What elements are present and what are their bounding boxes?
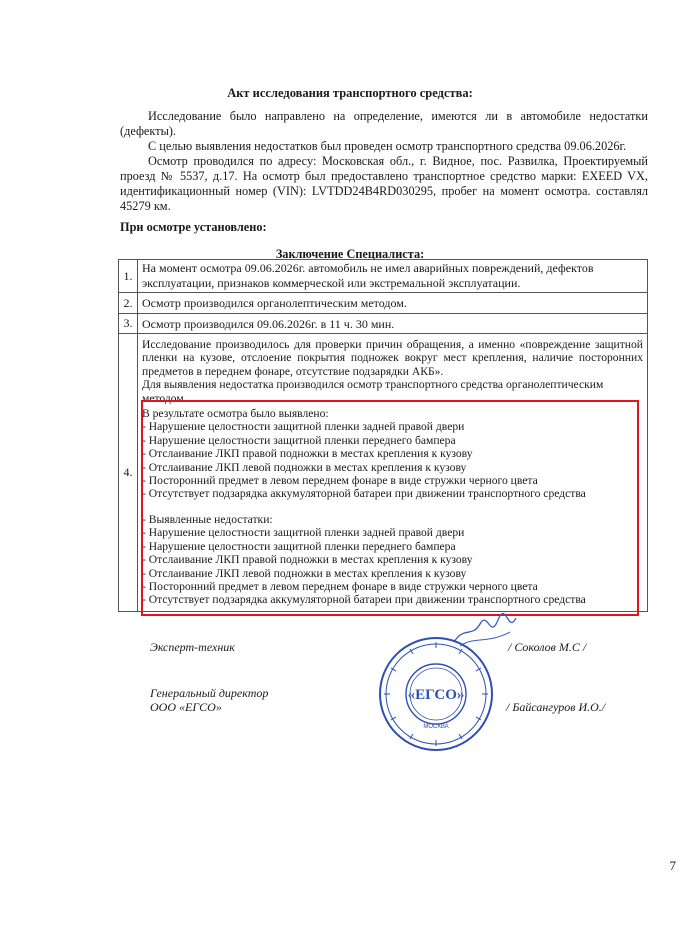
row-number: 4. [119, 334, 138, 612]
found-heading: В результате осмотра было выявлено: [142, 407, 329, 421]
table-row [119, 314, 648, 334]
page-number: 7 [669, 858, 676, 873]
list-item: - Нарушение целостности защитной пленки задней правой двери [142, 420, 465, 434]
expert-name: / Соколов М.С / [508, 640, 587, 654]
list-item: - Нарушение целостности защитной пленки задней правой двери [142, 526, 465, 540]
defects-heading: - Выявленные недостатки: [142, 512, 273, 526]
director-name: / Байсангуров И.О./ [506, 700, 606, 714]
seal-city-text: МОСКВА [423, 724, 449, 730]
findings-heading: При осмотре установлено: [120, 220, 267, 234]
paragraph-address-vehicle: Осмотр проводился по адресу: Московская обл., г. Видное, пос. Развилка, Проектируемый проезд № 5537, д.17. На осмотр был предоставлено транспортное средство марки: EXEED VX, идентификационный номер (VIN): LVTDD24B4RD030295, пробег на момент осмотра. составлял 45279 км. [120, 154, 648, 213]
paragraph-purpose: Исследование было направлено на определение, имеются ли в автомобиле недостатки (дефекты). [120, 109, 648, 138]
row-number: 3. [119, 314, 138, 334]
conclusion-heading: Заключение Специалиста: [275, 247, 425, 261]
row-number: 1. [119, 260, 138, 293]
table-row [119, 260, 648, 293]
list-item: - Отслаивание ЛКП правой подножки в местах крепления к кузову [142, 553, 473, 567]
table-row [119, 293, 648, 314]
list-item: - Нарушение целостности защитной пленки переднего бампера [142, 433, 456, 447]
row-text: На момент осмотра 09.06.2026г. автомобиль не имел аварийных повреждений, дефектов эксплуатации, признаков коммерческой или экстремальной эксплуатации. [138, 260, 648, 293]
list-item: - Нарушение целостности защитной пленки переднего бампера [142, 539, 456, 553]
list-item: - Отслаивание ЛКП левой подножки в местах крепления к кузову [142, 460, 467, 474]
director-title: Генеральный директор [150, 686, 269, 700]
row-text: Осмотр производился 09.06.2026г. в 11 ч. 30 мин. [138, 314, 648, 334]
list-item: - Отсутствует подзарядка аккумуляторной батареи при движении транспортного средства [142, 593, 586, 607]
row-text: Осмотр производился органолептическим методом. [138, 293, 648, 314]
row4-intro: Исследование производилось для проверки причин обращения, а именно «повреждение защитной пленки на кузове, отслоение покрытия подножек вокруг мест крепления, наличие посторонних предметов в переднем фонаре, отсутствие подзарядки АКБ». [142, 338, 643, 378]
row-number: 2. [119, 293, 138, 314]
highlight-frame [141, 400, 639, 616]
document-title: Акт исследования транспортного средства: [227, 86, 473, 100]
seal-center-text: «ЕГСО» [407, 687, 465, 703]
company-seal-icon [378, 636, 494, 752]
row4-method: Для выявления недостатка производился осмотр транспортного средства органолептическим методом. [142, 378, 604, 405]
list-item: - Посторонний предмет в левом переднем фонаре в виде стружки черного цвета [142, 579, 538, 593]
paragraph-inspection-date: С целью выявления недостатков был проведен осмотр транспортного средства 09.06.2026г. [148, 139, 627, 153]
list-item: - Отсутствует подзарядка аккумуляторной батареи при движении транспортного средства [142, 487, 586, 501]
list-item: - Отслаивание ЛКП левой подножки в местах крепления к кузову [142, 566, 467, 580]
list-item: - Посторонний предмет в левом переднем фонаре в виде стружки черного цвета [142, 474, 538, 488]
expert-title: Эксперт-техник [150, 640, 235, 654]
list-item: - Отслаивание ЛКП правой подножки в местах крепления к кузову [142, 447, 473, 461]
organization-name: ООО «ЕГСО» [150, 700, 222, 714]
